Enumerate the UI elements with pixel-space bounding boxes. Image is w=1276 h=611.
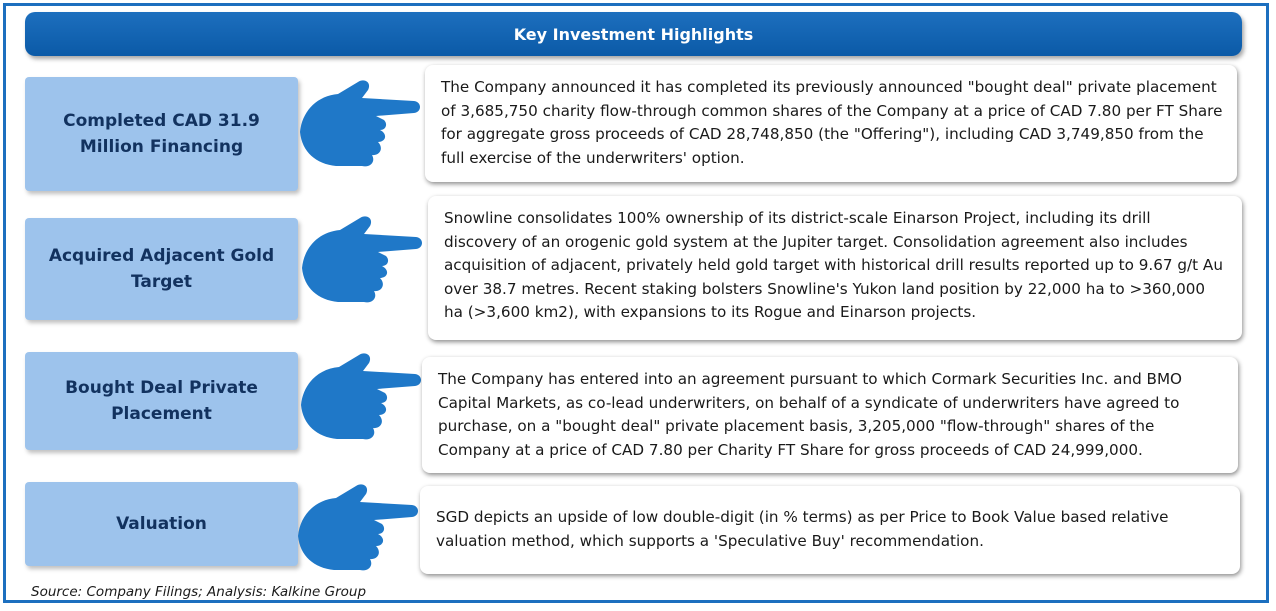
highlight-description-text: Snowline consolidates 100% ownership of its district-scale Einarson Project, including its drill discovery of an orogenic gold system at the Jupiter target. Consolidation agreement also includes acquisition of adjacent, privately held gold target with historical drill results reported up to 9.67 g/t Au over 38.7 metres. Recent staking bolsters Snowline's Yukon land position by 22,000 ha to >360,000 ha (>3,600 km2), with expansions to its Rogue and Einarson projects. bbox=[444, 209, 1223, 321]
highlight-description-text: SGD depicts an upside of low double-digit (in % terms) as per Price to Book Value based relative valuation method, which supports a 'Speculative Buy' recommendation. bbox=[436, 508, 1169, 550]
highlight-description-gold-target bbox=[428, 196, 1242, 340]
highlight-label-valuation bbox=[25, 482, 298, 566]
highlight-label-text: Valuation bbox=[116, 514, 207, 534]
page-title: Key Investment Highlights bbox=[513, 24, 754, 44]
highlight-label-text: Bought Deal Private Placement bbox=[65, 378, 258, 424]
highlight-label-text: Acquired Adjacent Gold Target bbox=[48, 246, 275, 292]
highlight-label-gold-target bbox=[25, 218, 298, 320]
pointing-hand-icon bbox=[292, 70, 422, 170]
pointing-hand-icon bbox=[293, 343, 423, 443]
highlight-label-text: Completed CAD 31.9 Million Financing bbox=[63, 111, 260, 157]
highlight-description-valuation bbox=[420, 486, 1240, 574]
header-banner bbox=[25, 12, 1242, 56]
source-note: Source: Company Filings; Analysis: Kalkine Group bbox=[31, 584, 367, 600]
pointing-hand-icon bbox=[290, 474, 420, 574]
highlight-description-text: The Company announced it has completed its previously announced "bought deal" private placement of 3,685,750 charity flow-through common shares of the Company at a price of CAD 7.80 per FT Share for aggregate gross proceeds of CAD 28,748,850 (the "Offering"), including CAD 3,749,850 from the full exercise of the underwriters' option. bbox=[441, 78, 1223, 167]
highlight-description-text: The Company has entered into an agreement pursuant to which Cormark Securities Inc. and BMO Capital Markets, as co-lead underwriters, on behalf of a syndicate of underwriters have agreed to purchase, on a "bought deal" private placement basis, 3,205,000 "flow-through" shares of the Company at a price of CAD 7.80 per Charity FT Share for gross proceeds of CAD 24,999,000. bbox=[438, 370, 1183, 459]
highlight-description-private-placement bbox=[422, 357, 1238, 473]
highlight-label-private-placement bbox=[25, 352, 298, 450]
highlight-label-financing bbox=[25, 77, 298, 191]
pointing-hand-icon bbox=[294, 206, 424, 306]
highlight-description-financing bbox=[425, 65, 1237, 182]
